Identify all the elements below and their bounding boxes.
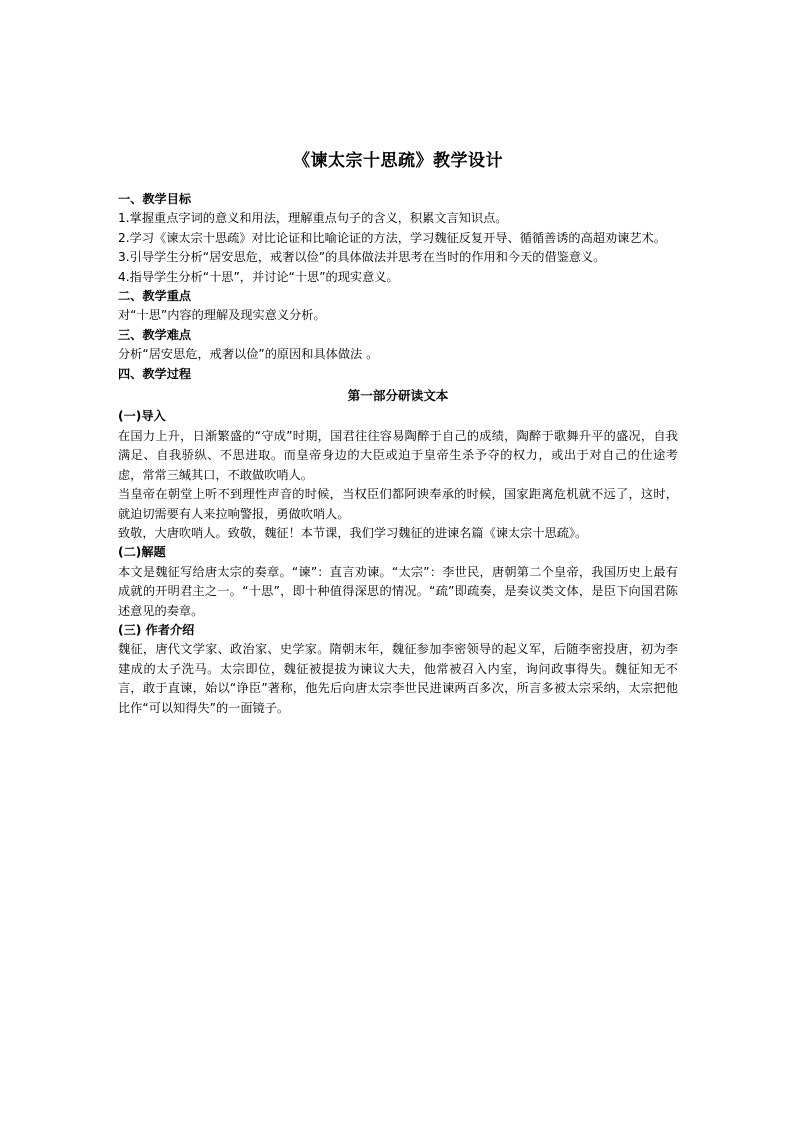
subsection-heading-title-explanation: (二)解题 (118, 545, 166, 560)
document-body (118, 190, 678, 718)
title-explanation-text: 本文是魏征写给唐太宗的奏章。“谏”：直言劝谏。“太宗”：李世民，唐朝第二个皇帝，我国历史上最有成就的开明君主之一。“十思”，即十种值得深思的情况。“疏”即疏奏，是奏议类文体，是臣下向国君陈述意见的奏章。 (118, 564, 678, 618)
subsection-heading-intro: (一)导入 (118, 409, 166, 424)
intro-paragraph-1: 在国力上升，日渐繁盛的“守成”时期，国君往往容易陶醉于自己的成绩，陶醉于歌舞升平的盛况，自我满足、自我骄纵、不思进取。而皇帝身边的大臣或迫于皇帝生杀予夺的权力，或出于对自己的仕途考虑，常常三缄其口，不敢做吹哨人。 (118, 428, 678, 482)
goal-item-1: 1.掌握重点字词的意义和用法，理解重点句子的含义，积累文言知识点。 (118, 211, 508, 226)
part-heading: 第一部分研读文本 (347, 388, 449, 404)
document-title: 《谏太宗十思疏》教学设计 (293, 151, 503, 171)
goal-item-4: 4.指导学生分析“十思”，并讨论“十思”的现实意义。 (118, 269, 399, 284)
difficulties-text: 分析“居安思危，戒奢以俭”的原因和具体做法 。 (118, 347, 379, 362)
subsection-heading-author: (三) 作者介绍 (118, 622, 195, 637)
intro-paragraph-2: 当皇帝在朝堂上听不到理性声音的时候，当权臣们都阿谀奉承的时候，国家距离危机就不远了，这时，就迫切需要有人来拉响警报，勇做吹哨人。 (118, 487, 678, 521)
section-heading-process: 四、教学过程 (118, 366, 192, 381)
intro-paragraph-3: 致敬，大唐吹哨人。致敬，魏征！本节课，我们学习魏征的进谏名篇《谏太宗十思疏》。 (118, 525, 588, 540)
goal-item-3: 3.引导学生分析“居安思危，戒奢以俭”的具体做法并思考在当时的作用和今天的借鉴意义。 (118, 250, 606, 265)
key-points-text: 对“十思”内容的理解及现实意义分析。 (118, 308, 326, 323)
author-introduction-text: 魏征，唐代文学家、政治家、史学家。隋朝末年，魏征参加李密领导的起义军，后随李密投唐，初为李建成的太子洗马。太宗即位，魏征被提拔为谏议大夫，他常被召入内室，询问政事得失。魏征知无不言，敢于直谏，始以“诤臣”著称，他先后向唐太宗李世民进谏两百多次，所言多被太宗采纳，太宗把他比作“可以知得失”的一面镜子。 (118, 642, 678, 715)
section-heading-goals: 一、教学目标 (118, 192, 192, 206)
goal-item-2: 2.学习《谏太宗十思疏》对比论证和比喻论证的方法，学习魏征反复开导、循循善诱的高超劝谏艺术。 (118, 230, 666, 245)
section-heading-difficulties: 三、教学难点 (118, 327, 192, 342)
section-heading-key-points: 二、教学重点 (118, 289, 192, 304)
